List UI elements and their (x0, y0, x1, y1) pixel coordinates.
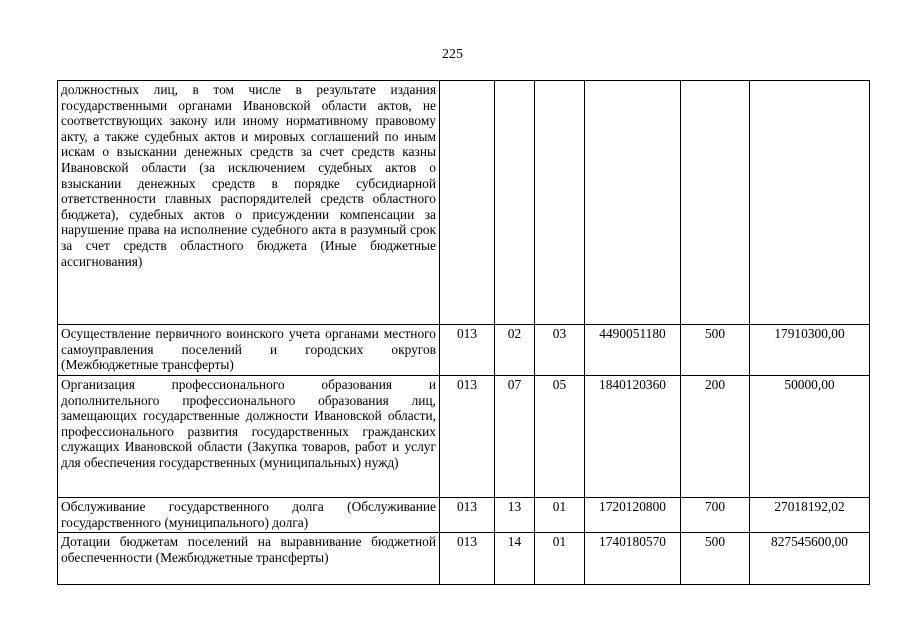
row-target-article: 1840120360 (585, 376, 681, 498)
table-row (58, 376, 870, 498)
row-description: Дотации бюджетам поселений на выравнивание бюджетной обеспеченности (Межбюджетные трансферты) (58, 533, 440, 585)
page-number: 225 (442, 47, 463, 62)
row-section: 07 (495, 376, 535, 498)
table-row (58, 533, 870, 585)
row-amount: 50000,00 (750, 376, 870, 498)
row-target-article: 1720120800 (585, 498, 681, 533)
row-admin-code: 013 (440, 325, 495, 376)
row-section: 02 (495, 325, 535, 376)
table-row (58, 325, 870, 376)
table-row (58, 81, 870, 325)
row-subsection: 03 (535, 325, 585, 376)
row-expense-type (681, 81, 750, 325)
row-description: Организация профессионального образования и дополнительного профессионального образования лиц, замещающих государственные должности Ивановской области, профессионального развития государственных гражданских служащих Ивановской области (Закупка товаров, работ и услуг для обеспечения государственных (муниципальных) нужд) (58, 376, 440, 498)
row-subsection: 01 (535, 498, 585, 533)
row-expense-type: 500 (681, 325, 750, 376)
row-section: 14 (495, 533, 535, 585)
row-admin-code: 013 (440, 376, 495, 498)
row-description: Обслуживание государственного долга (Обслуживание государственного (муниципального) долга) (58, 498, 440, 533)
row-target-article (585, 81, 681, 325)
row-target-article: 4490051180 (585, 325, 681, 376)
row-amount: 827545600,00 (750, 533, 870, 585)
row-subsection: 01 (535, 533, 585, 585)
row-admin-code: 013 (440, 533, 495, 585)
row-subsection (535, 81, 585, 325)
budget-table (57, 80, 870, 585)
row-section: 13 (495, 498, 535, 533)
row-amount: 27018192,02 (750, 498, 870, 533)
row-section (495, 81, 535, 325)
row-amount: 17910300,00 (750, 325, 870, 376)
row-admin-code: 013 (440, 498, 495, 533)
row-subsection: 05 (535, 376, 585, 498)
row-target-article: 1740180570 (585, 533, 681, 585)
row-description: Осуществление первичного воинского учета органами местного самоуправления поселений и городских округов (Межбюджетные трансферты) (58, 325, 440, 376)
row-admin-code (440, 81, 495, 325)
row-description: должностных лиц, в том числе в результате издания государственными органами Ивановской области актов, не соответствующих закону или иному нормативному правовому акту, а также судебных актов и мировых соглашений по иным искам о взыскании денежных средств за счет средств казны Ивановской области (за исключением судебных актов о взыскании денежных средств в порядке субсидиарной ответственности главных распорядителей средств областного бюджета), судебных актов о присуждении компенсации за нарушение права на исполнение судебного акта в разумный срок за счет средств областного бюджета (Иные бюджетные ассигнования) (58, 81, 440, 325)
row-expense-type: 500 (681, 533, 750, 585)
row-amount (750, 81, 870, 325)
row-expense-type: 700 (681, 498, 750, 533)
row-expense-type: 200 (681, 376, 750, 498)
table-row (58, 498, 870, 533)
